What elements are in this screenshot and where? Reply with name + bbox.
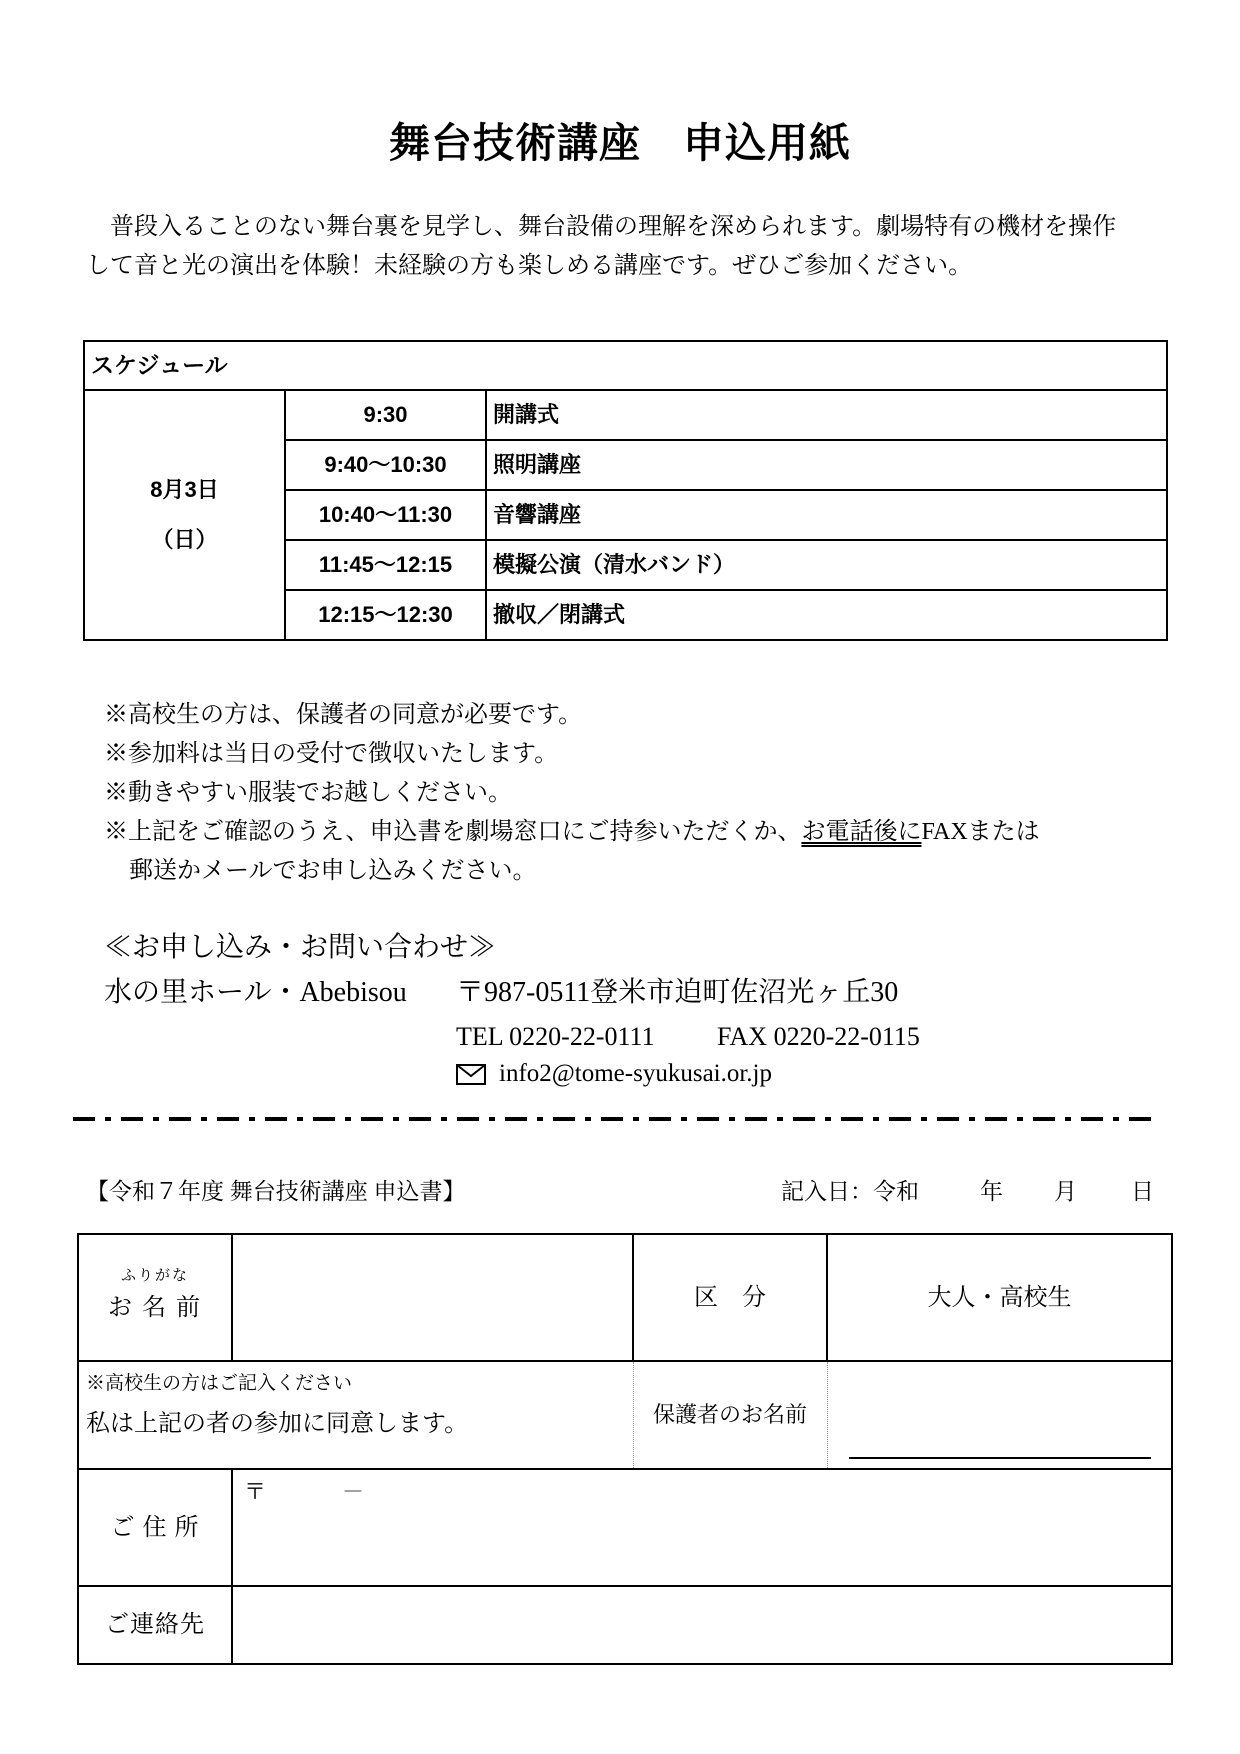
guardian-name-label: 保護者のお名前 xyxy=(652,1402,807,1427)
schedule-event: 開講式 xyxy=(486,390,1167,440)
postal-code-separator: － xyxy=(342,1479,365,1504)
form-heading: 【令和７年度 舞台技術講座 申込書】 xyxy=(86,1179,466,1204)
schedule-table xyxy=(83,340,1168,641)
guardian-signature-line xyxy=(849,1457,1151,1459)
contact-label: ご連絡先 xyxy=(105,1612,205,1638)
page-title: 舞台技術講座 申込用紙 xyxy=(389,120,851,166)
note-item: ※動きやすい服装でお越しください。 xyxy=(104,780,512,806)
note-item: ※参加料は当日の受付で徴収いたします。 xyxy=(104,741,559,767)
name-label: お 名 前 xyxy=(108,1295,202,1321)
contact-heading: ≪お申し込み・お問い合わせ≫ xyxy=(104,932,497,963)
note-submission-text: ※上記をご確認のうえ、申込書を劇場窓口にご持参いただくか、 xyxy=(104,819,802,845)
furigana-label: ふりがな xyxy=(120,1268,189,1284)
fax-number: FAX 0220-22-0115 xyxy=(717,1022,920,1051)
schedule-event: 模擬公演（清水バンド） xyxy=(486,540,1167,590)
schedule-date: 8月3日 xyxy=(150,477,219,502)
address-entry-cell xyxy=(233,1470,1171,1585)
schedule-row xyxy=(84,390,1167,440)
entry-date-month: 月 xyxy=(1054,1179,1077,1204)
form-dotted-divider xyxy=(827,1362,828,1468)
schedule-header-row xyxy=(84,341,1167,390)
student-notice: ※高校生の方はご記入ください xyxy=(86,1373,353,1394)
email-address: info2@tome-syukusai.or.jp xyxy=(499,1060,772,1087)
entry-date-year: 年 xyxy=(980,1179,1003,1204)
schedule-date-cell xyxy=(84,390,285,640)
note-submission-underlined: お電話後に xyxy=(801,819,922,845)
schedule-time: 9:30 xyxy=(285,390,486,440)
address-label: ご 住 所 xyxy=(110,1514,200,1541)
schedule-time: 12:15～12:30 xyxy=(285,590,486,640)
venue-address: 〒987-0511登米市迫町佐沼光ヶ丘30 xyxy=(456,977,899,1008)
phone-number: TEL 0220-22-0111 xyxy=(456,1022,655,1051)
entry-date-label: 記入日：令和 xyxy=(781,1179,919,1204)
schedule-event: 照明講座 xyxy=(486,440,1167,490)
postal-mark: 〒 xyxy=(244,1479,267,1504)
schedule-event: 撤収／閉講式 xyxy=(486,590,1167,640)
consent-statement: 私は上記の者の参加に同意します。 xyxy=(86,1411,469,1437)
note-submission-continuation: 郵送かメールでお申し込みください。 xyxy=(129,858,537,884)
schedule-time: 10:40～11:30 xyxy=(285,490,486,540)
note-item-submission xyxy=(104,813,1040,852)
schedule-time: 9:40～10:30 xyxy=(285,440,486,490)
schedule-weekday: （日） xyxy=(151,527,218,552)
entry-date-day: 日 xyxy=(1131,1179,1154,1204)
application-form-table xyxy=(77,1233,1173,1665)
venue-name: 水の里ホール・Abebisou xyxy=(104,977,407,1008)
form-row-divider xyxy=(79,1360,1171,1362)
category-label: 区 分 xyxy=(694,1284,766,1311)
notes-list xyxy=(104,696,1040,891)
category-options: 大人・高校生 xyxy=(927,1284,1072,1311)
intro-paragraph: 普段入ることのない舞台裏を見学し、舞台設備の理解を深められます。劇場特有の機材を操作して音と光の演出を体験！未経験の方も楽しめる講座です。ぜひご参加ください。 xyxy=(86,214,1117,279)
name-entry-cell xyxy=(233,1235,632,1360)
contact-entry-cell xyxy=(233,1587,1171,1663)
schedule-time: 11:45～12:15 xyxy=(285,540,486,590)
note-item: ※高校生の方は、保護者の同意が必要です。 xyxy=(104,702,583,728)
schedule-heading: スケジュール xyxy=(84,341,1167,390)
note-submission-text-after: FAXまたは xyxy=(921,819,1040,845)
cut-line xyxy=(0,1114,1240,1124)
mail-icon xyxy=(456,1064,486,1085)
schedule-event: 音響講座 xyxy=(486,490,1167,540)
